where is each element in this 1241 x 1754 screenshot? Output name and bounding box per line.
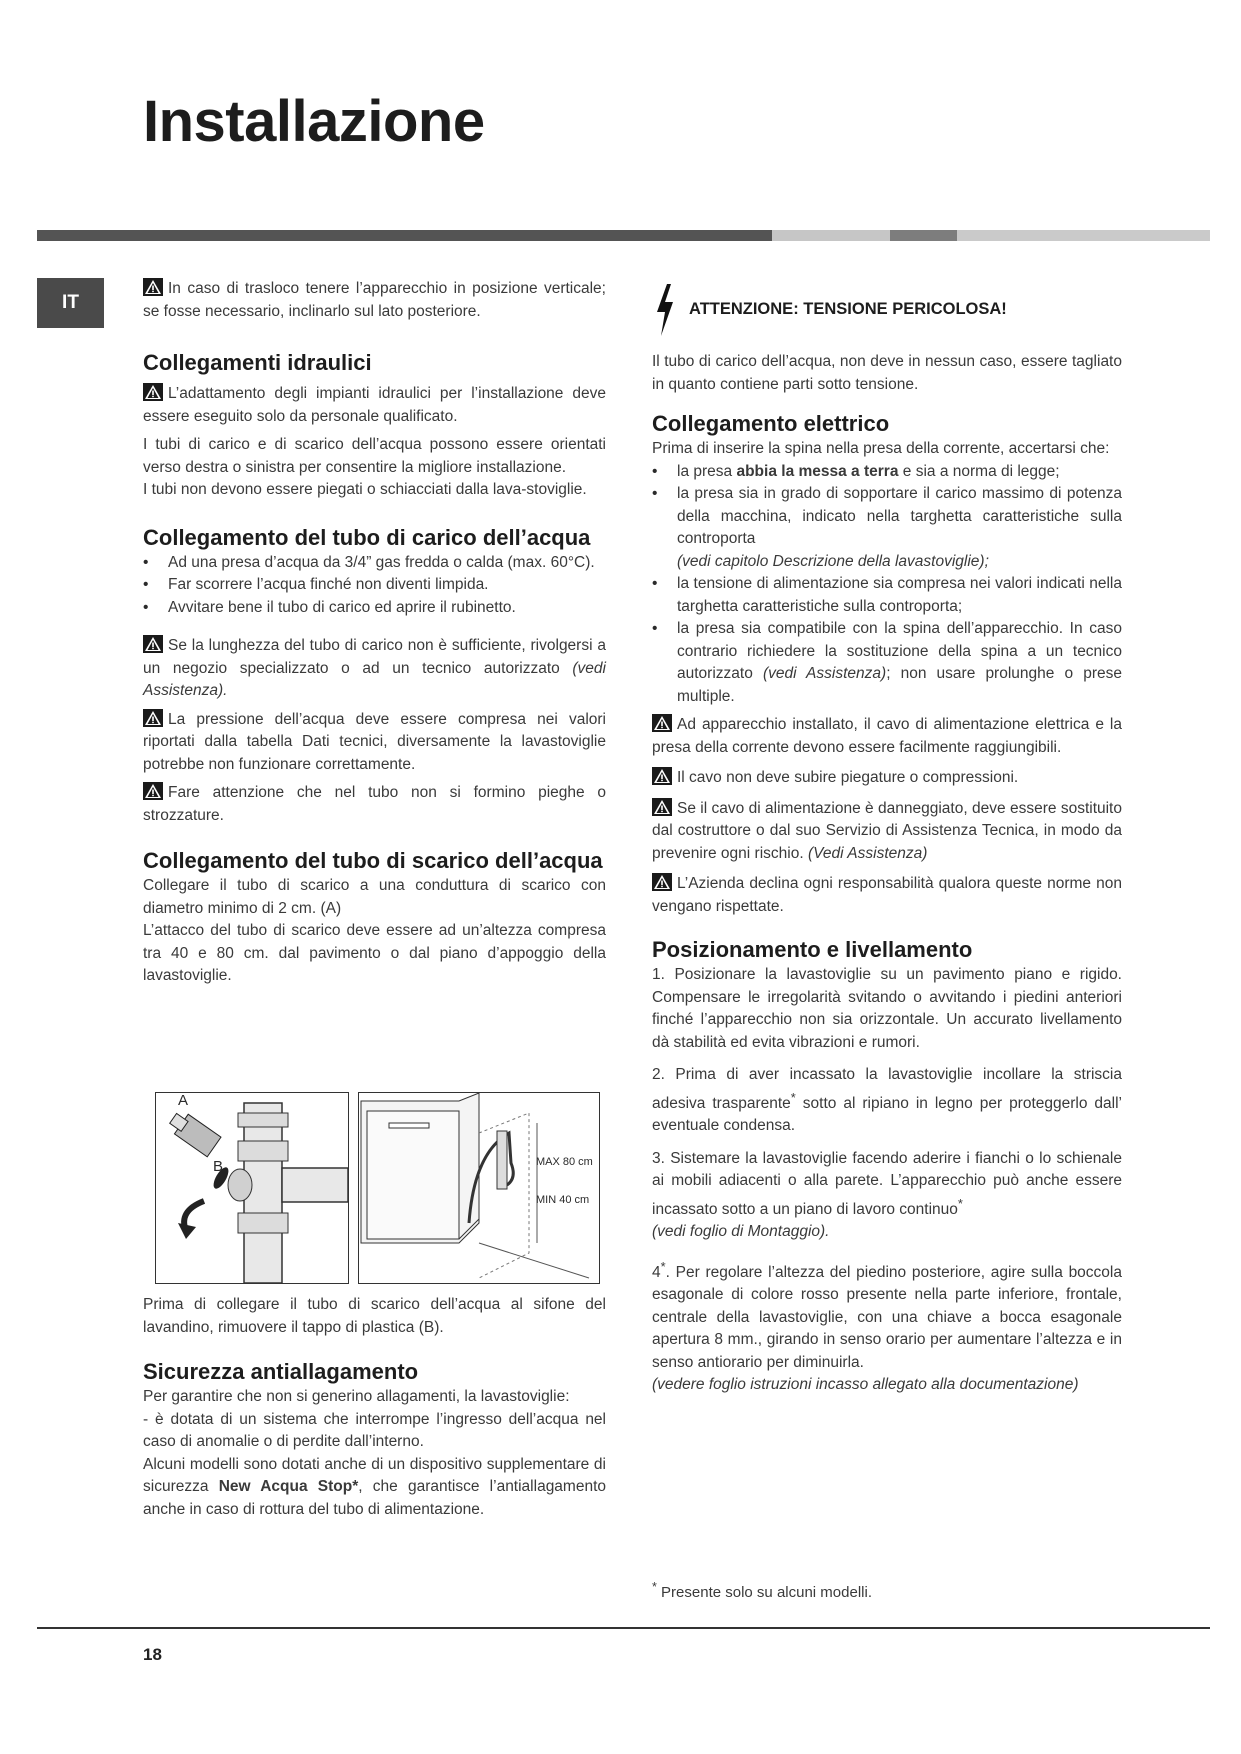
warning-icon: [652, 873, 672, 891]
list-item: • Far scorrere l’acqua finché non diventi limpida.: [143, 574, 606, 597]
intro-warning: In caso di trasloco tenere l’apparecchio in posizione verticale; se fosse necessario, inclinarlo sul lato posteriore.: [143, 280, 606, 320]
positioning-step-4: 4*. Per regolare l’altezza del piedino posteriore, agire sulla boccola esagonale di colore rosso presente nella parte inferiore, frontale, centrale della lavastoviglie, con una chiave a bocca esagonale apertura 8 mm., girando in senso orario per aumentare l’altezza e in senso antiorario per diminuirla. (vedere foglio istruzioni incasso allegato alla documentazione): [652, 1258, 1122, 1394]
hydraulic-paragraph-1: I tubi di carico e di scarico dell’acqua possono essere orientati verso destra o sinistra per consentire la migliore installazione.: [143, 436, 606, 476]
warning-icon: [143, 709, 163, 727]
min-height-label: MIN 40 cm: [536, 1194, 590, 1206]
flood-paragraph-3: Alcuni modelli sono dotati anche di un dispositivo supplementare di sicurezza New Acqua Stop*, che garantisce l’antiallagamento anche in caso di rottura del tubo di alimentazione.: [143, 1455, 607, 1518]
electrical-warning-1: Ad apparecchio installato, il cavo di alimentazione elettrica e la presa della corrente devono essere facilmente raggiungibili.: [652, 716, 1122, 756]
inlet-warning-2: La pressione dell’acqua deve essere compresa nei valori riportati dalla tabella Dati tecnici, diversamente la lavastoviglie potrebbe non funzionare correttamente.: [143, 710, 606, 773]
page-number: 18: [143, 1645, 162, 1664]
lightning-bolt-icon: [655, 282, 675, 338]
right-column: [652, 351, 1122, 1397]
left-column-bottom: [143, 1294, 606, 1521]
list-item: • la presa sia in grado di sopportare il carico massimo di potenza della macchina, indicato nella targhetta caratteristiche sulla controporta (vedi capitolo Descrizione della lavastoviglie);: [652, 483, 1122, 573]
section-title-drain-hose: Collegamento del tubo di scarico dell’acqua: [143, 848, 603, 873]
pipe-illustration: [156, 1093, 348, 1283]
section-title-positioning: Posizionamento e livellamento: [652, 937, 973, 962]
electrical-warning-2: Il cavo non deve subire piegature o compressioni.: [652, 767, 1122, 790]
footer-rule: [37, 1627, 1210, 1629]
section-title-hydraulic: Collegamenti idraulici: [143, 350, 372, 375]
left-column: [143, 278, 606, 988]
hydraulic-paragraph-2: I tubi non devono essere piegati o schiacciati dalla lava-stoviglie.: [143, 481, 587, 498]
warning-icon: [143, 278, 163, 296]
section-title-inlet-hose: Collegamento del tubo di carico dell’acqua: [143, 524, 591, 550]
header-bar-mid: [890, 230, 957, 241]
max-height-label: MAX 80 cm: [536, 1156, 593, 1168]
list-item: • Avvitare bene il tubo di carico ed aprire il rubinetto.: [143, 597, 606, 620]
electrical-warning-4: L’Azienda declina ogni responsabilità qualora queste norme non vengano rispettate.: [652, 875, 1122, 915]
warning-icon: [143, 782, 163, 800]
flood-paragraph-2: - è dotata di un sistema che interrompe l’ingresso dell’acqua nel caso di anomalie o di perdite dall’interno.: [143, 1410, 606, 1450]
warning-icon: [143, 383, 163, 401]
positioning-step-3: 3. Sistemare la lavastoviglie facendo aderire i fianchi o lo schienale ai mobili adiacenti o alla parete. L’apparecchio può anche essere incassato sotto a un piano di lavoro continuo* (vedi foglio di Montaggio).: [652, 1149, 1122, 1241]
warning-icon: [652, 767, 672, 785]
warning-icon: [143, 635, 163, 653]
list-item: • la presa abbia la messa a terra e sia a norma di legge;: [652, 461, 1122, 484]
footnote: * Presente solo su alcuni modelli.: [652, 1580, 872, 1601]
positioning-step-2: 2. Prima di aver incassato la lavastoviglie incollare la striscia adesiva trasparente* sotto al ripiano in legno per proteggerlo dall’ eventuale condensa.: [652, 1066, 1122, 1135]
list-item: • la tensione di alimentazione sia compresa nei valori indicati nella targhetta caratteristiche sulla controporta;: [652, 573, 1122, 618]
flood-paragraph-1: Per garantire che non si generino allagamenti, la lavastoviglie:: [143, 1388, 570, 1405]
header-bar-light: [772, 230, 890, 241]
dishwasher-illustration: [359, 1093, 599, 1283]
section-title-electrical: Collegamento elettrico: [652, 411, 890, 436]
section-title-flood-safety: Sicurezza antiallagamento: [143, 1359, 419, 1384]
drain-paragraph-1: Collegare il tubo di scarico a una conduttura di scarico con diametro minimo di 2 cm. (A): [143, 877, 606, 917]
figure-drain-height: [358, 1092, 600, 1284]
danger-paragraph: Il tubo di carico dell’acqua, non deve in nessun caso, essere tagliato in quanto contiene parti sotto tensione.: [652, 353, 1122, 393]
figure-drain-connection: [155, 1092, 349, 1284]
header-bar-dark: [37, 230, 772, 241]
warning-icon: [652, 798, 672, 816]
header-bar-light-end: [957, 230, 1210, 241]
inlet-warning-3: Fare attenzione che nel tubo non si formino pieghe o strozzature.: [143, 784, 606, 824]
electrical-checklist: [652, 461, 1122, 709]
inlet-warning-1: Se la lunghezza del tubo di carico non è sufficiente, rivolgersi a un negozio specializzato o ad un tecnico autorizzato (vedi Assistenza).: [143, 637, 606, 699]
figure-label-b: B: [213, 1158, 224, 1175]
list-item: • Ad una presa d’acqua da 3/4” gas fredda o calda (max. 60°C).: [143, 552, 606, 575]
drain-paragraph-2: L’attacco del tubo di scarico deve essere ad un’altezza compresa tra 40 e 80 cm. dal pavimento o dal piano d’appoggio della lavastoviglie.: [143, 922, 606, 984]
figure-label-a: A: [178, 1092, 189, 1109]
electrical-intro: Prima di inserire la spina nella presa della corrente, accertarsi che:: [652, 440, 1110, 457]
positioning-step-1: 1. Posizionare la lavastoviglie su un pavimento piano e rigido. Compensare le irregolarità svitando o avvitando i piedini anteriori finché l’apparecchio non sia orizzontale. Un accurato livellamento dà stabilità ed evita vibrazioni e rumori.: [652, 966, 1122, 1051]
hydraulic-warning: L’adattamento degli impianti idraulici per l’installazione deve essere eseguito solo da personale qualificato.: [143, 385, 606, 425]
drain-paragraph-3: Prima di collegare il tubo di scarico dell’acqua al sifone del lavandino, rimuovere il tappo di plastica (B).: [143, 1296, 606, 1336]
language-tag: IT: [37, 278, 104, 328]
list-item: • la presa sia compatibile con la spina dell’apparecchio. In caso contrario richiedere la sostituzione della spina a un tecnico autorizzato (vedi Assistenza); non usare prolunghe o prese multiple.: [652, 618, 1122, 708]
warning-icon: [652, 714, 672, 732]
inlet-hose-list: [143, 552, 606, 620]
danger-header: [655, 282, 1125, 338]
danger-title: ATTENZIONE: TENSIONE PERICOLOSA!: [689, 300, 1007, 318]
electrical-warning-3: Se il cavo di alimentazione è danneggiato, deve essere sostituito dal costruttore o dal suo Servizio di Assistenza Tecnica, in modo da prevenire ogni rischio. (Vedi Assistenza): [652, 799, 1122, 862]
page-title: Installazione: [143, 89, 485, 154]
